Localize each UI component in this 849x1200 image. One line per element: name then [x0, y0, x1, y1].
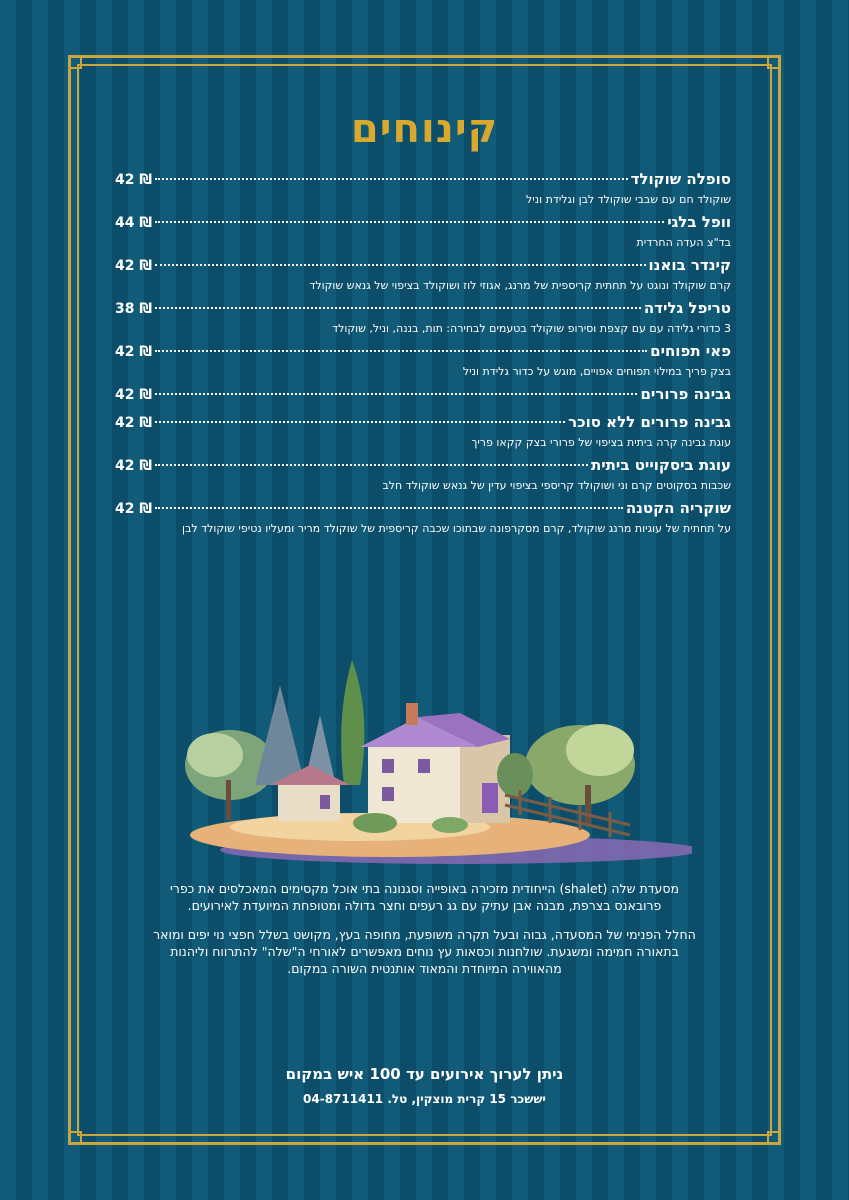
- menu-item-description: שוקולד חם עם שבבי שוקולד לבן וגלידת וניל: [525, 193, 731, 206]
- events-note: ניתן לערוך אירועים עד 100 איש במקום: [285, 1065, 564, 1083]
- menu-item-price: 42 ₪: [115, 344, 153, 360]
- dotted-leader: [155, 221, 664, 223]
- menu-item-name: וופל בלגי: [667, 213, 731, 231]
- address-line: יששכר 15 קרית מוצקין, טל. 04-8711411: [303, 1092, 546, 1106]
- menu-item-description: עוגת גבינה קרה ביתית בציפוי של פרורי בצק קקאו פריך: [471, 436, 731, 449]
- menu-item-price: 44 ₪: [115, 215, 153, 231]
- menu-item-description: בד"צ העדה החרדית: [636, 236, 731, 249]
- frame-corner: [68, 55, 82, 69]
- menu-item: [115, 213, 731, 250]
- menu-item-name: פאי תפוחים: [650, 342, 731, 360]
- menu-item-price: 42 ₪: [115, 387, 153, 403]
- menu-item-line: [115, 213, 731, 235]
- menu-item: [115, 499, 731, 536]
- menu-item-line: [115, 170, 731, 192]
- frame-corner: [767, 55, 781, 69]
- dotted-leader: [155, 464, 588, 466]
- menu-item: [115, 170, 731, 207]
- menu-item: [115, 385, 731, 407]
- menu-item-price: 42 ₪: [115, 501, 153, 517]
- about-paragraph: החלל הפנימי של המסעדה, גבוה ובעל תקרה משופעת, מחופה בעץ, מקושט בשלל חפצי נוי יפים ומואר בתאורה חמימה ומשגעת. שולחנות וכסאות עץ נוחים מאפשרים לאורחי ה"שלה" להתרווח וליהנות מהאווירה המיוחדת והמאוד אותנטית השורה במקום.: [153, 927, 696, 976]
- menu-item-line: [115, 256, 731, 278]
- menu-item-description: 3 כדורי גלידה עם עם קצפת וסירופ שוקולד בטעמים לבחירה: תות, בננה, וניל, שוקולד: [332, 322, 731, 335]
- menu-item-name: גבינה פרורים: [640, 385, 731, 403]
- menu-item: [115, 342, 731, 379]
- menu-item-name: שוקריה הקטנה: [625, 499, 731, 517]
- menu-item-line: [115, 342, 731, 364]
- dotted-leader: [155, 350, 647, 352]
- farmhouse-illustration: [160, 655, 692, 865]
- menu-item-name: גבינה פרורים ללא סוכר: [568, 413, 731, 431]
- page-title: קינוחים: [350, 106, 499, 152]
- dotted-leader: [155, 307, 641, 309]
- frame-corner: [767, 1131, 781, 1145]
- menu-item-line: [115, 385, 731, 407]
- frame-corner: [68, 1131, 82, 1145]
- menu-item-name: סופלה שוקולד: [630, 170, 731, 188]
- dotted-leader: [155, 507, 623, 509]
- menu-item: [115, 256, 731, 293]
- menu-item-description: על תחתית של עוגיות מרנג שוקולד, קרם מסקרפונה שבתוכו שכבה קריספית של שוקולד מריר ומעליו נטיפי שוקולד לבן: [181, 522, 731, 535]
- menu-item-name: טריפל גלידה: [643, 299, 731, 317]
- menu-item-line: [115, 499, 731, 521]
- menu-item-line: [115, 299, 731, 321]
- menu-item-price: 42 ₪: [115, 172, 153, 188]
- menu-item-price: 42 ₪: [115, 415, 153, 431]
- menu-item: [115, 456, 731, 493]
- dotted-leader: [155, 421, 565, 423]
- menu-item-price: 38 ₪: [115, 301, 153, 317]
- dotted-leader: [155, 264, 645, 266]
- about-paragraph: מסעדת שלה (shalet) הייחודית מזכירה באופייה וסגנונה בתי אוכל מקסימים המאכלסים את כפרי פרובאנס בצרפת, מבנה אבן עתיק עם גג רעפים וחצר גדולה ומטופחת המיועדת לאירועים.: [170, 881, 679, 913]
- menu-item-price: 42 ₪: [115, 458, 153, 474]
- menu-item-description: בצק פריך במילוי תפוחים אפויים, מוגש על כדור גלידת וניל: [462, 365, 731, 378]
- menu-item: [115, 413, 731, 450]
- menu-item-description: קרם שוקולד ונוגט על תחתית קריספית של מרנג, אגוזי לוז ושוקולד בציפוי של גנאש שוקולד: [309, 279, 731, 292]
- menu-item-name: קינדר בואנו: [648, 256, 731, 274]
- dotted-leader: [155, 393, 637, 395]
- dotted-leader: [155, 178, 628, 180]
- menu-item: [115, 299, 731, 336]
- dessert-menu: [115, 170, 731, 542]
- menu-item-name: עוגת ביסקוייט ביתית: [591, 456, 731, 474]
- menu-item-price: 42 ₪: [115, 258, 153, 274]
- menu-item-description: שכבות בסקוטים קרם וני ושוקולד קריספי בציפוי עדין של גנאש שוקולד חלב: [382, 479, 731, 492]
- menu-item-line: [115, 456, 731, 478]
- menu-item-line: [115, 413, 731, 435]
- about-section: [150, 880, 699, 989]
